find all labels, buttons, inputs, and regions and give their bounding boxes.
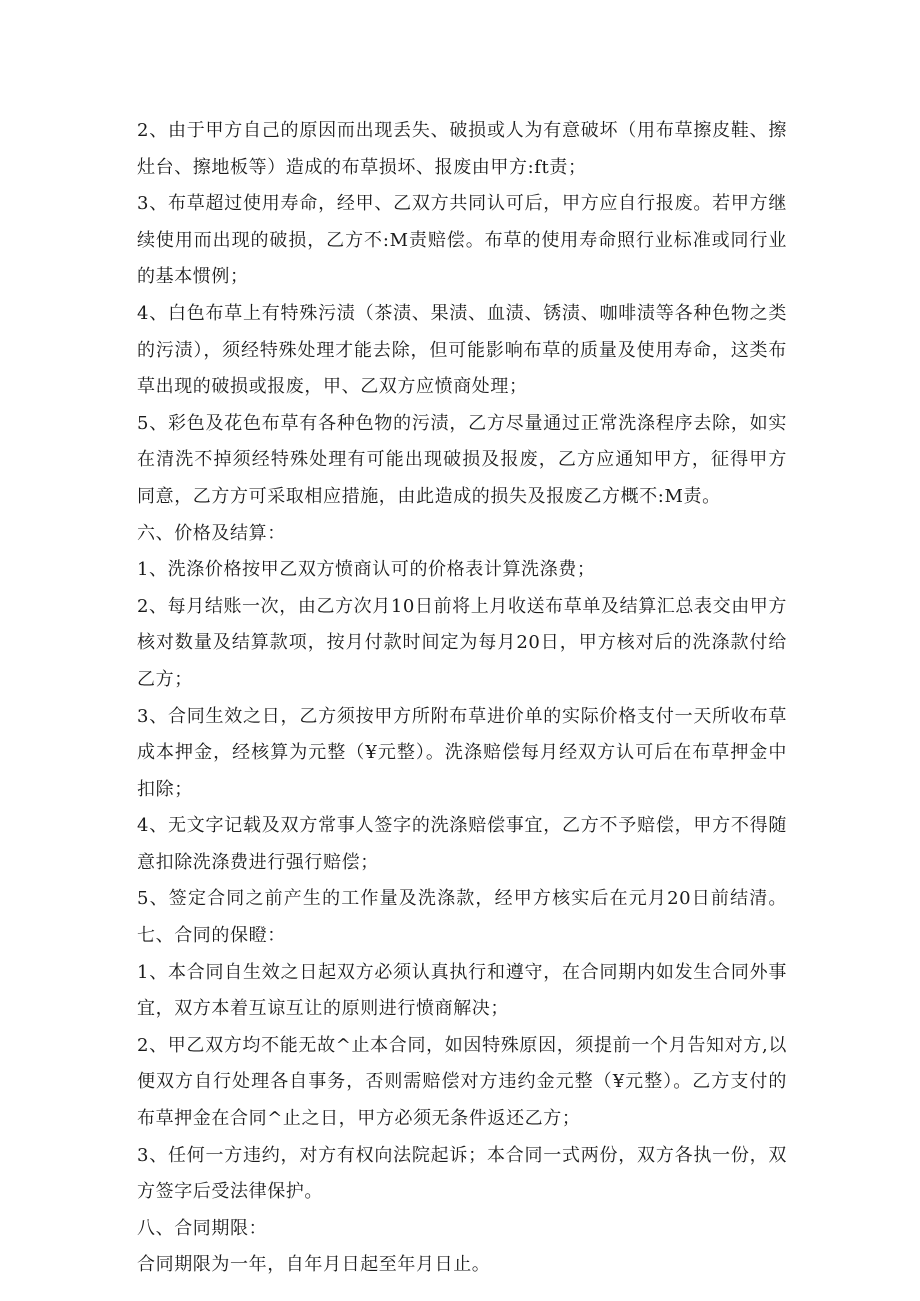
clause-no-written-record: 4、无文字记载及双方常事人签字的洗涤赔偿事宜，乙方不予赔偿，甲方不得随意扣除洗涤费进行强行赔偿；	[137, 815, 787, 873]
section-heading-price-settlement: 六、价格及结算：	[137, 522, 286, 544]
clause-termination: 2、甲乙双方均不能无故^止本合同，如因特殊原因，须提前一个月告知对方,以便双方自行处理各自事务，否则需赔偿对方违约金元整（¥元整）。乙方支付的布草押金在合同^止之日，甲方必须无条件返还乙方；	[137, 1034, 787, 1130]
clause-service-life: 3、布草超过使用寿命，经甲、乙双方共同认可后，甲方应自行报废。若甲方继续使用而出现的破损，乙方不:M责赔偿。布草的使用寿命照行业标准或同行业的基本惯例；	[137, 193, 787, 288]
clause-monthly-billing: 2、每月结账一次，由乙方次月10日前将上月收送布草单及结算汇总表交由甲方核对数量及结算款项，按月付款时间定为每月20日，甲方核对后的洗涤款付给乙方；	[137, 595, 787, 690]
clause-colored-linen-stains: 5、彩色及花色布草有各种色物的污渍，乙方尽量通过正常洗涤程序去除，如实在清洗不掉须经特殊处理有可能出现破损及报废，乙方应通知甲方，征得甲方同意，乙方方可采取相应措施，由此造成的损失及报废乙方概不:M责。	[137, 412, 787, 507]
clause-washing-price: 1、洗涤价格按甲乙双方愤商认可的价格表计算洗涤费；	[137, 559, 596, 581]
clause-white-linen-stains: 4、白色布草上有特殊污渍（茶渍、果渍、血渍、锈渍、咖啡渍等各种色物之类的污渍），须经特殊处理才能去除，但可能影响布草的质量及使用寿命，这类布草出现的破损或报废，甲、乙双方应愤商处理；	[137, 302, 787, 398]
clause-deposit: 3、合同生效之日，乙方须按甲方所附布草进价单的实际价格支付一天所收布草成本押金，经核算为元整（¥元整）。洗涤赔偿每月经双方认可后在布草押金中扣除；	[137, 705, 787, 800]
clause-execution-compliance: 1、本合同自生效之日起双方必须认真执行和遵守，在合同期内如发生合同外事宜，双方本着互谅互让的原则进行愤商解决；	[137, 961, 787, 1020]
contract-body	[137, 113, 787, 1284]
clause-prior-work-settlement: 5、签定合同之前产生的工作量及洗涤款，经甲方核实后在元月20日前结清。七、合同的保瞪：	[137, 888, 787, 947]
clause-contract-duration: 合同期限为一年，自年月日起至年月日止。	[137, 1254, 491, 1276]
clause-breach-legal: 3、任何一方违约，对方有权向法院起诉；本合同一式两份，双方各执一份，双方签字后受法律保护。	[137, 1144, 787, 1203]
clause-damage-by-party-a: 2、由于甲方自己的原因而出现丢失、破损或人为有意破坏（用布草擦皮鞋、擦灶台、擦地板等）造成的布草损坏、报废由甲方:ft责；	[137, 120, 787, 178]
section-heading-contract-term: 八、合同期限：	[137, 1217, 268, 1239]
